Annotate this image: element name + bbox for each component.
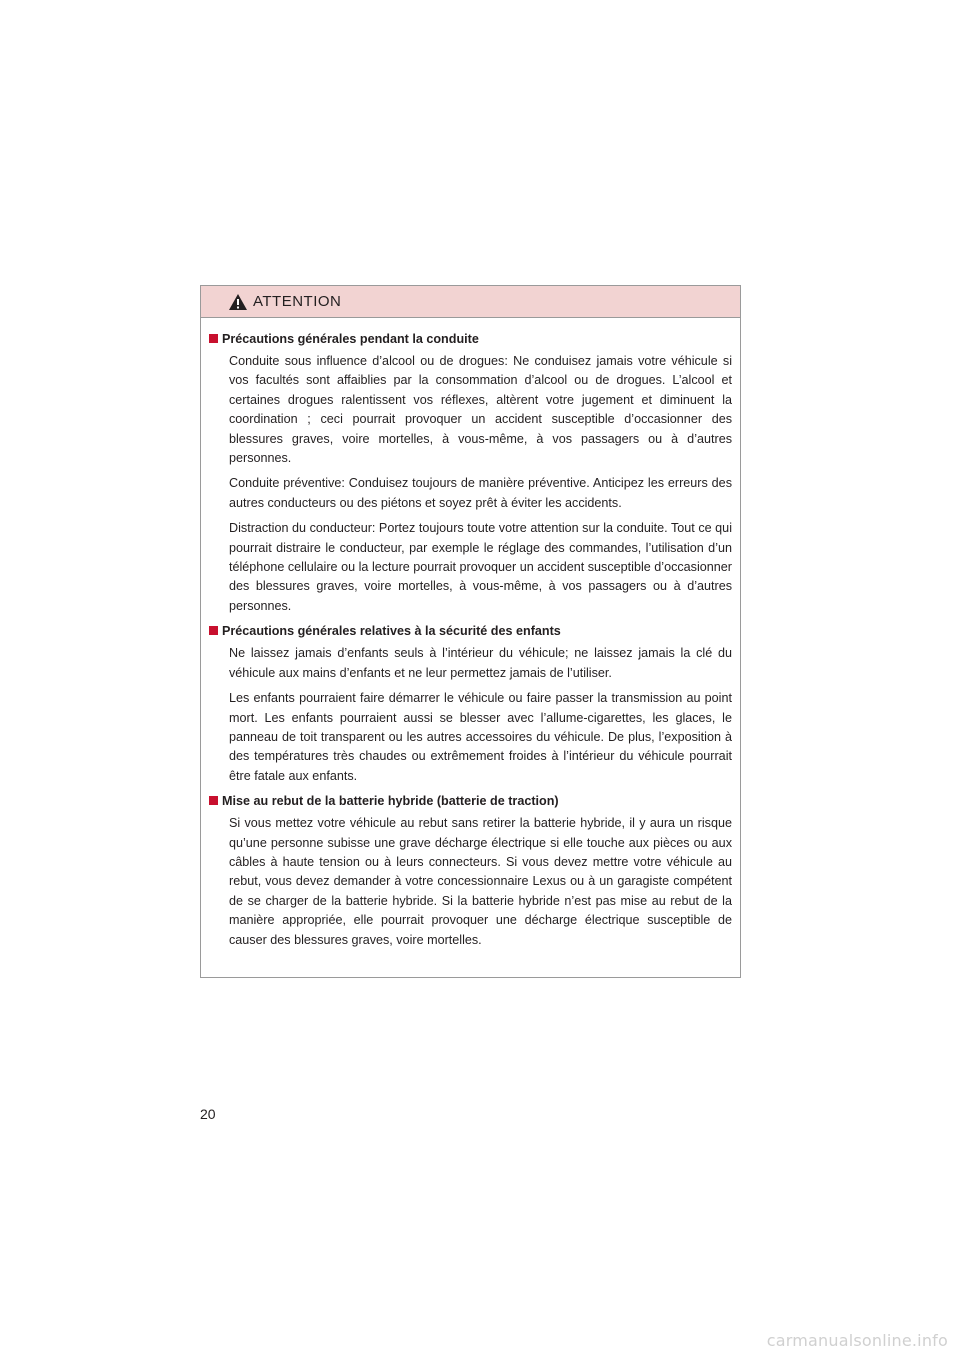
attention-label: ATTENTION [253,293,342,310]
section-title-text: Mise au rebut de la batterie hybride (batterie de traction) [222,794,559,809]
red-square-bullet-icon [209,626,218,635]
section-title [209,622,732,640]
attention-body [201,318,740,950]
paragraph: Ne laissez jamais d’enfants seuls à l’intérieur du véhicule; ne laissez jamais la clé du véhicule aux mains d’enfants et ne leur permettez jamais de l’utiliser. [229,646,732,680]
section-title [209,792,732,810]
section-child-safety [209,622,732,786]
paragraph: Si vous mettez votre véhicule au rebut sans retirer la batterie hybride, il y aura un risque qu’une personne subisse une grave décharge électrique si elle touche aux pièces ou aux câbles à haute tension ou à leurs connecteurs. Si vous devez mettre votre véhicule au rebut, vous devez demander à votre concessionnaire Lexus ou à un garagiste compétent de se charger de la batterie hybride. Si la batterie hybride n’est pas mise au rebut de la manière appropriée, elle pourrait provoquer une décharge électrique susceptible de causer des blessures graves, voire mortelles. [229,816,732,947]
paragraph: Conduite préventive: Conduisez toujours de manière préventive. Anticipez les erreurs des autres conducteurs ou des piétons et soyez prêt à éviter les accidents. [229,476,732,510]
section-hybrid-battery [209,792,732,950]
section-title-text: Précautions générales relatives à la sécurité des enfants [222,624,561,639]
paragraph: Distraction du conducteur: Portez toujours toute votre attention sur la conduite. Tout ce qui pourrait distraire le conducteur, par exemple le réglage des commandes, l’utilisation d’un téléphone cellulaire ou la lecture pourrait provoquer un accident susceptible d’occasionner des blessures graves, voire mortelles, à vous-même, à vos passagers ou à d’autres personnes. [229,521,732,613]
red-square-bullet-icon [209,796,218,805]
warning-triangle-icon [228,293,248,311]
watermark: carmanualsonline.info [766,1331,948,1350]
attention-box [200,285,741,978]
page-number: 20 [200,1106,216,1122]
red-square-bullet-icon [209,334,218,343]
paragraph: Conduite sous influence d’alcool ou de drogues: Ne conduisez jamais votre véhicule si vos facultés sont affaiblies par la consommation d’alcool ou de drogues. L’alcool et certaines drogues ralentissent vos réflexes, altèrent votre jugement et diminuent la coordination ; ceci pourrait provoquer un accident susceptible d’occasionner des blessures graves, voire mortelles, à vous-même, à vos passagers ou à d’autres personnes. [229,354,732,466]
section-title [209,330,732,348]
section-title-text: Précautions générales pendant la conduite [222,332,479,346]
attention-header [201,286,740,318]
paragraph: Les enfants pourraient faire démarrer le véhicule ou faire passer la transmission au point mort. Les enfants pourraient aussi se blesser avec l’allume-cigarettes, les glaces, le panneau de toit transparent ou les autres accessoires du véhicule. De plus, l’exposition à des températures très chaudes ou extrêmement froides à l’intérieur du véhicule pourrait être fatale aux enfants. [229,691,732,783]
section-driving-precautions [209,330,732,616]
